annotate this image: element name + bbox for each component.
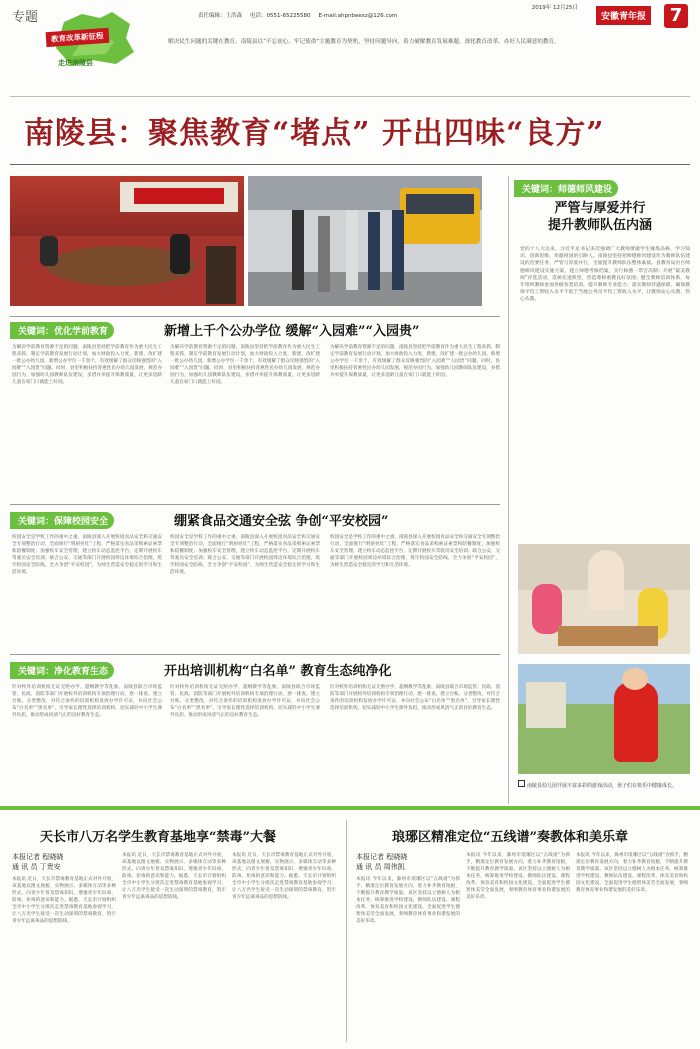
caption-text: 南陵县幼儿园开展丰富多彩的游戏活动，孩子们在快乐中健康成长。 — [527, 783, 678, 789]
section2-body-col3: 校园安全是学校工作的重中之重。南陵县深入开展校园食品安全和交通安全专项整治行动，全面推行“明厨亮灶”工程，严格落实食品采购索证索票和陪餐制度；加强校车安全管理，建立校车动态监控平台，定期开展校车驾驶员安全培训；联合公安、交通等部门开展校园周边环境综合治理，筑牢校园安全防线，全力争创“平安校园”，为师生营造安全稳定的学习和生活环境。 — [330, 535, 500, 568]
phone: 电话：0551-65225580 — [250, 13, 311, 19]
page-number — [664, 4, 688, 28]
paper-name — [596, 6, 651, 25]
main-title: 南陵县：聚焦教育“堵点” 开出四味“良方” — [24, 116, 605, 151]
sidebar-title — [500, 200, 700, 234]
bottom-left-title: 天长市八万名学生教育基地享“禁毒”大餐 — [40, 830, 276, 845]
section3-body-col1: 针对校外培训机构无证无照办学、超纲教学等乱象，南陵县联合市场监管、民政、消防等部门开展校外培训机构专项治理行动，逐一排查、建立台账、分类整改，对符合条件的培训机构发放办学许可证，并向社会公布“白名单”“黑名单”，引导家长理性选择培训机构，切实减轻中小学生课外负担，推动形成风清气正的良好教育生态。 — [12, 685, 162, 718]
bottom-right-title: 琅琊区精准定位“五线谱”奏教体和美乐章 — [392, 830, 628, 845]
sidebar-photo-caption — [518, 780, 690, 790]
section1-body-col1: 为解决学前教育资源不足的问题，南陵县坚持把学前教育作为重大民生工程来抓，制定学前教育发展行动计划，加大财政投入力度，新建、改扩建一批公办幼儿园，新增公办学位一千余个，有效缓解了群众反映强烈的“入园难”“入园贵”问题。同时，县里积极扶持普惠性民办幼儿园发展，规范办园行为，加强幼儿园教师队伍建设，多措并举提升保教质量，让更多适龄儿童在家门口就能上好园。 — [12, 345, 162, 385]
issue-date: 2019年 12月25日 — [531, 5, 578, 11]
section3-body-col3: 针对校外培训机构无证无照办学、超纲教学等乱象，南陵县联合市场监管、民政、消防等部门开展校外培训机构专项治理行动，逐一排查、建立台账、分类整改，对符合条件的培训机构发放办学许可证，并向社会公布“白名单”“黑名单”，引导家长理性选择培训机构，切实减轻中小学生课外负担，推动形成风清气正的良好教育生态。 — [330, 685, 500, 711]
bottom-right-body-col1: 本报讯 今年以来，滁州市琅琊区以“五线谱”为抓手，精准定位教育发展方向，着力补齐教育短板，不断提升教育教学质量。该区坚持以立德树人为根本任务，统筹推进学校建设、教师队伍建设、课程改革、体育美育和校园文化建设，全面促进学生德智体美劳全面发展，奏响教育体育事业和谐发展的美好乐章。 — [356, 877, 460, 924]
section3-body-col2: 针对校外培训机构无证无照办学、超纲教学等乱象，南陵县联合市场监管、民政、消防等部门开展校外培训机构专项治理行动，逐一排查、建立台账、分类整改，对符合条件的培训机构发放办学许可证，并向社会公布“白名单”“黑名单”，引导家长理性选择培训机构，切实减轻中小学生课外负担，推动形成风清气正的良好教育生态。 — [170, 685, 320, 718]
section2-body-col2: 校园安全是学校工作的重中之重。南陵县深入开展校园食品安全和交通安全专项整治行动，全面推行“明厨亮灶”工程，严格落实食品采购索证索票和陪餐制度；加强校车安全管理，建立校车动态监控平台，定期开展校车驾驶员安全培训；联合公安、交通等部门开展校园周边环境综合治理，筑牢校园安全防线，全力争创“平安校园”，为师生营造安全稳定的学习和生活环境。 — [170, 535, 320, 575]
bottom-right-body-col3: 本报讯 今年以来，滁州市琅琊区以“五线谱”为抓手，精准定位教育发展方向，着力补齐教育短板，不断提升教育教学质量。该区坚持以立德树人为根本任务，统筹推进学校建设、教师队伍建设、课程改革、体育美育和校园文化建设，全面促进学生德智体美劳全面发展，奏响教育体育事业和谐发展的美好乐章。 — [576, 853, 688, 893]
section1-title: 新增上千个公办学位 缓解“入园难”“入园贵” — [164, 324, 420, 339]
bottom-right-byline — [356, 852, 407, 872]
caption-box-icon — [518, 780, 525, 787]
child-playground-photo — [518, 664, 690, 774]
logo-line2: 走进南陵县 — [58, 59, 93, 67]
editor: 责任编辑：王浩森 — [198, 13, 243, 19]
sidebar-keyword: 关键词：师德师风建设 — [514, 180, 618, 197]
section3-title: 开出培训机构“白名单” 教育生态纯净化 — [164, 664, 392, 679]
page-number-text: 7 — [669, 5, 683, 26]
bottom-left-body-col3: 本报讯 近日，天长市禁毒教育基地正式对外开放，该基地以图文展板、实物展示、多媒体互动等多种形式，向青少年普及禁毒知识，增强青少年识毒、防毒、拒毒的意识和能力。据悉，天长市计划组织全市中小学生分批次走进禁毒教育基地参观学习，让八万名学生接受一次生动深刻的禁毒教育，筑牢青少年远离毒品的思想防线。 — [232, 853, 336, 900]
section2-title: 绷紧食品交通安全弦 争创“平安校园” — [174, 514, 389, 529]
logo-line1: 教育改革新征程 — [50, 31, 104, 44]
section1-body-col3: 为解决学前教育资源不足的问题，南陵县坚持把学前教育作为重大民生工程来抓，制定学前教育发展行动计划，加大财政投入力度，新建、改扩建一批公办幼儿园，新增公办学位一千余个，有效缓解了群众反映强烈的“入园难”“入园贵”问题。同时，县里积极扶持普惠性民办幼儿园发展，规范办园行为，加强幼儿园教师队伍建设，多措并举提升保教质量，让更多适龄儿童在家门口就能上好园。 — [330, 345, 500, 378]
masthead-meta — [198, 4, 578, 20]
page-header — [0, 0, 700, 96]
section1-keyword: 关键词：优化学前教育 — [10, 322, 114, 339]
sidebar-title-line1: 严管与厚爱并行 — [554, 201, 646, 216]
bottom-right-byline2: 通 讯 员 周伟凯 — [356, 863, 405, 871]
sidebar-body: 党的十八大以来，习近平总书记多次强调广大教师要做学生锤炼品格、学习知识、创新思维、奉献祖国的引路人。南陵县坚持把师德师风建设作为教师队伍建设的首要任务，严管与厚爱并行，全面提升教师队伍整体素质。县教育局出台师德师风建设实施方案，建立师德考核档案，实行师德一票否决制；开展“最美教师”评选活动，选树先进典型，营造尊师重教良好氛围；健全教师培训体系，每年组织教师参加各级各类培训，提升教师专业能力；落实教师待遇保障，确保教师平均工资收入水平不低于当地公务员平均工资收入水平，让教师安心从教、热心从教。 — [520, 247, 690, 303]
bottom-right-byline1: 本报记者 程晓晓 — [356, 853, 408, 861]
section-label: 专题 — [12, 10, 39, 25]
bottom-left-body-col2: 本报讯 近日，天长市禁毒教育基地正式对外开放，该基地以图文展板、实物展示、多媒体互动等多种形式，向青少年普及禁毒知识，增强青少年识毒、防毒、拒毒的意识和能力。据悉，天长市计划组织全市中小学生分批次走进禁毒教育基地参观学习，让八万名学生接受一次生动深刻的禁毒教育，筑牢青少年远离毒品的思想防线。 — [122, 853, 226, 900]
section1-body-col2: 为解决学前教育资源不足的问题，南陵县坚持把学前教育作为重大民生工程来抓，制定学前教育发展行动计划，加大财政投入力度，新建、改扩建一批公办幼儿园，新增公办学位一千余个，有效缓解了群众反映强烈的“入园难”“入园贵”问题。同时，县里积极扶持普惠性民办幼儿园发展，规范办园行为，加强幼儿园教师队伍建设，多措并举提升保教质量，让更多适龄儿童在家门口就能上好园。 — [170, 345, 320, 385]
sidebar-title-line2: 提升教师队伍内涵 — [547, 218, 652, 233]
meeting-photo — [10, 176, 244, 306]
paper-name-text: 安徽青年报 — [601, 12, 647, 22]
bottom-left-byline — [12, 852, 63, 872]
section2-body-col1: 校园安全是学校工作的重中之重。南陵县深入开展校园食品安全和交通安全专项整治行动，全面推行“明厨亮灶”工程，严格落实食品采购索证索票和陪餐制度；加强校车安全管理，建立校车动态监控平台，定期开展校车驾驶员安全培训；联合公安、交通等部门开展校园周边环境综合治理，筑牢校园安全防线，全力争创“平安校园”，为师生营造安全稳定的学习和生活环境。 — [12, 535, 162, 575]
bottom-left-body-col1: 本报讯 近日，天长市禁毒教育基地正式对外开放，该基地以图文展板、实物展示、多媒体互动等多种形式，向青少年普及禁毒知识，增强青少年识毒、防毒、拒毒的意识和能力。据悉，天长市计划组织全市中小学生分批次走进禁毒教育基地参观学习，让八万名学生接受一次生动深刻的禁毒教育，筑牢青少年远离毒品的思想防线。 — [12, 877, 116, 924]
section3-keyword: 关键词：净化教育生态 — [10, 662, 114, 679]
section2-keyword: 关键词：保障校园安全 — [10, 512, 114, 529]
kindergarten-photo — [518, 544, 690, 654]
bottom-right-body-col2: 本报讯 今年以来，滁州市琅琊区以“五线谱”为抓手，精准定位教育发展方向，着力补齐教育短板，不断提升教育教学质量。该区坚持以立德树人为根本任务，统筹推进学校建设、教师队伍建设、课程改革、体育美育和校园文化建设，全面促进学生德智体美劳全面发展，奏响教育体育事业和谐发展的美好乐章。 — [466, 853, 570, 900]
bottom-left-byline1: 本报记者 程晓晓 — [12, 853, 64, 861]
school-bus-photo — [248, 176, 482, 306]
intro-text: 解决民生问题的关键在教育。南陵县以“不忘初心、牢记使命”主题教育为契机，坚持问题导向，着力破解教育发展难题，深化教育改革，办好人民满意的教育。 — [168, 39, 560, 45]
bottom-left-byline2: 通 讯 员 丁贵安 — [12, 863, 61, 871]
email: E-mail:ahpnbeexz@126.com — [318, 13, 398, 19]
